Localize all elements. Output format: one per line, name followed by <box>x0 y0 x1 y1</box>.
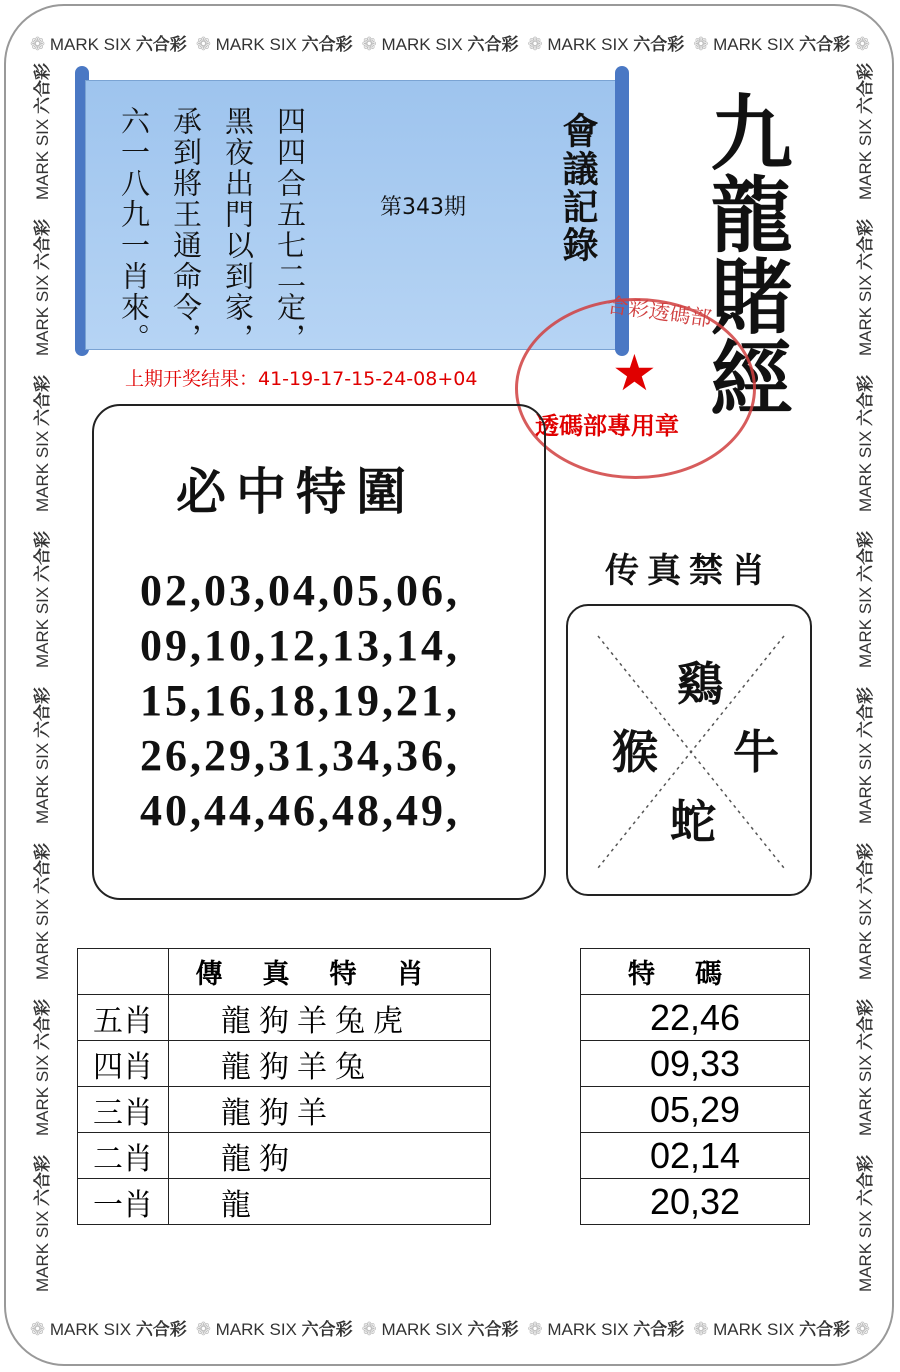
border-item: ❁ MARK SIX 六合彩 ❁ <box>693 34 870 54</box>
code-value: 20,32 <box>581 1179 810 1225</box>
table-row <box>78 1179 491 1225</box>
scroll-column-2: 黑夜出門以到家， <box>221 106 255 354</box>
scroll-column-4: 六一八九一肖來。 <box>117 106 151 354</box>
number-line: 09,10,12,13,14, <box>140 621 460 670</box>
border-item: MARK SIX 六合彩 <box>33 843 52 980</box>
border-item: MARK SIX 六合彩 <box>856 687 875 824</box>
number-line: 15,16,18,19,21, <box>140 676 460 725</box>
border-item: MARK SIX 六合彩 <box>33 687 52 824</box>
zodiac-left: 猴 <box>612 725 658 779</box>
table-row <box>581 1179 810 1225</box>
table-header-row <box>78 949 491 995</box>
border-item: MARK SIX 六合彩 <box>33 999 52 1136</box>
table-row <box>581 1087 810 1133</box>
border-item: MARK SIX 六合彩 <box>33 375 52 512</box>
border-item: ❁ MARK SIX 六合彩 <box>195 34 353 54</box>
row-label: 一肖 <box>78 1179 169 1225</box>
star-icon: ★ <box>612 344 657 402</box>
border-item: ❁ MARK SIX 六合彩 <box>361 1319 519 1339</box>
number-line: 40,44,46,48,49, <box>140 786 460 835</box>
code-value: 05,29 <box>581 1087 810 1133</box>
table-row <box>78 1041 491 1087</box>
code-value: 22,46 <box>581 995 810 1041</box>
border-item: ❁ MARK SIX 六合彩 <box>30 34 187 54</box>
number-line: 02,03,04,05,06, <box>140 566 460 615</box>
row-label: 四肖 <box>78 1041 169 1087</box>
border-item: MARK SIX 六合彩 <box>33 531 52 668</box>
row-label: 五肖 <box>78 995 169 1041</box>
zodiac-bottom: 蛇 <box>670 795 716 849</box>
border-item: MARK SIX 六合彩 <box>856 1155 875 1292</box>
border-item: ❁ MARK SIX 六合彩 <box>30 1319 187 1339</box>
row-label: 二肖 <box>78 1133 169 1179</box>
row-value: 龍狗羊 <box>169 1087 491 1133</box>
table-row <box>581 995 810 1041</box>
border-item: ❁ MARK SIX 六合彩 <box>361 34 519 54</box>
scroll-column-3: 承到將王通命令， <box>169 106 203 354</box>
border-item: MARK SIX 六合彩 <box>33 63 52 200</box>
table-row <box>581 1041 810 1087</box>
right-border <box>845 60 875 1310</box>
zodiac-table <box>77 948 491 1225</box>
scroll-column-1: 四四合五七二定， <box>273 106 307 354</box>
table-row <box>78 1133 491 1179</box>
border-item: MARK SIX 六合彩 <box>856 219 875 356</box>
table-header: 傳真特肖 <box>169 949 491 995</box>
code-header: 特碼 <box>581 949 810 995</box>
border-item: MARK SIX 六合彩 <box>33 1155 52 1292</box>
bottom-border <box>30 1315 870 1340</box>
left-border <box>22 60 52 1310</box>
border-item: MARK SIX 六合彩 <box>856 531 875 668</box>
border-item: ❁ MARK SIX 六合彩 ❁ <box>693 1319 870 1339</box>
row-label: 三肖 <box>78 1087 169 1133</box>
top-border <box>30 30 870 55</box>
border-item: MARK SIX 六合彩 <box>33 219 52 356</box>
border-item: ❁ MARK SIX 六合彩 <box>527 34 685 54</box>
table-row <box>78 1087 491 1133</box>
border-item: ❁ MARK SIX 六合彩 <box>527 1319 685 1339</box>
row-value: 龍狗 <box>169 1133 491 1179</box>
last-result: 上期开奖结果：41-19-17-15-24-08+04 <box>125 368 478 390</box>
border-item: MARK SIX 六合彩 <box>856 63 875 200</box>
zodiac-top: 鷄 <box>677 657 723 711</box>
code-value: 09,33 <box>581 1041 810 1087</box>
zodiac-right: 牛 <box>733 725 779 779</box>
table-row <box>78 995 491 1041</box>
seal-band-text: 透碼部專用章 <box>535 412 679 440</box>
table-corner-cell <box>78 949 169 995</box>
border-item: MARK SIX 六合彩 <box>856 843 875 980</box>
scroll-panel <box>85 80 627 350</box>
seal-arc-text: 合彩透碼部 <box>605 292 714 332</box>
row-value: 龍狗羊兔虎 <box>169 995 491 1041</box>
issue-number: 第343期 <box>380 195 466 220</box>
border-item: ❁ MARK SIX 六合彩 <box>195 1319 353 1339</box>
special-code-table <box>580 948 810 1225</box>
fax-ban-title: 传真禁肖 <box>605 551 773 591</box>
page-title: 九龍賭經 <box>697 90 793 418</box>
row-value: 龍狗羊兔 <box>169 1041 491 1087</box>
border-item: MARK SIX 六合彩 <box>856 375 875 512</box>
special-numbers-title: 必中特圍 <box>176 462 416 521</box>
number-line: 26,29,31,34,36, <box>140 731 460 780</box>
meeting-record-label: 會議記錄 <box>557 112 598 264</box>
table-row <box>581 1133 810 1179</box>
table-header-row <box>581 949 810 995</box>
code-value: 02,14 <box>581 1133 810 1179</box>
border-item: MARK SIX 六合彩 <box>856 999 875 1136</box>
row-value: 龍 <box>169 1179 491 1225</box>
